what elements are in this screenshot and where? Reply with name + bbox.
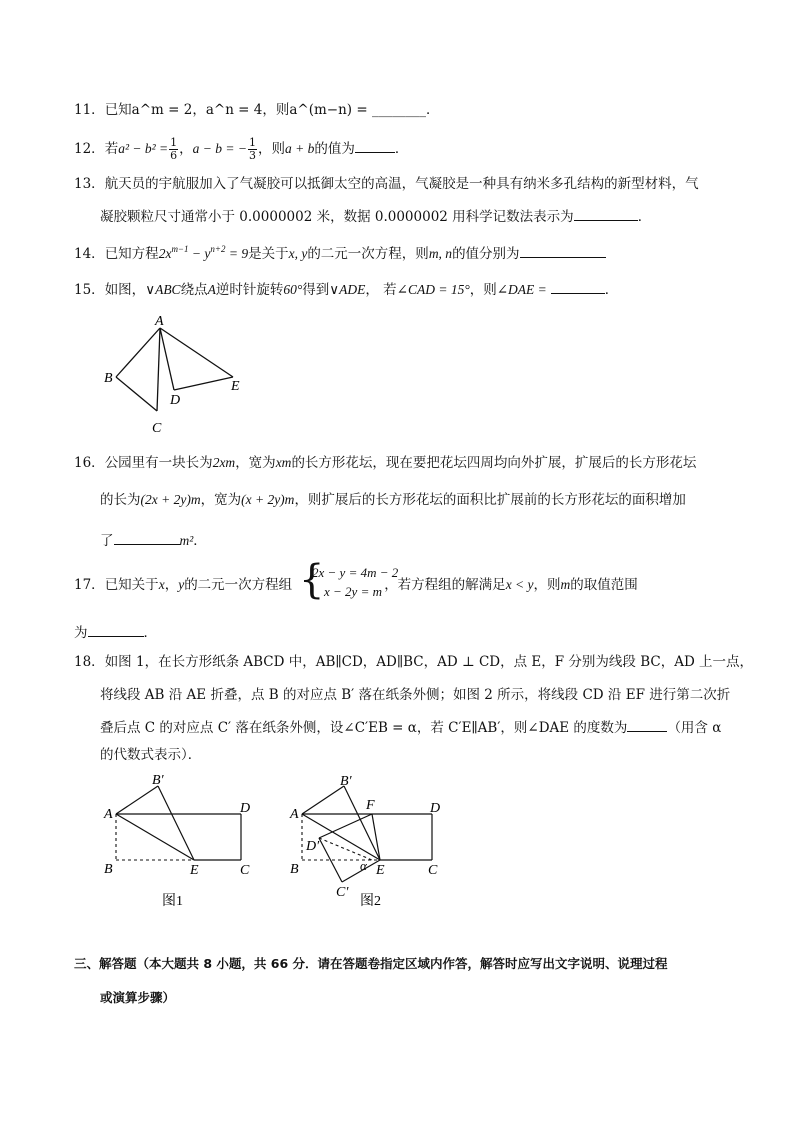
label-D-prime: D′ — [306, 839, 320, 854]
label-A: A — [155, 314, 164, 329]
question-number: 15． — [74, 282, 105, 298]
math-expression: 60° — [283, 282, 303, 297]
exponent: n+2 — [210, 244, 226, 254]
math-expression: x < y — [505, 577, 534, 592]
math-expression: ∨ABC — [145, 282, 181, 297]
math-expression: a² − b² = — [118, 141, 169, 156]
text: ，则 — [257, 141, 285, 157]
section-title: 三、解答题（本大题共 8 小题，共 66 分．请在答题卷指定区域内作答，解答时应写出文字说明、说理过程 — [74, 956, 668, 971]
section-heading — [74, 955, 668, 973]
math-expression: a + b — [284, 141, 315, 156]
question-number: 14． — [74, 246, 105, 262]
text: 的长方形花坛，现在要把花坛四周均向外扩展，扩展后的长方形花坛 — [291, 455, 697, 471]
question-number: 11． — [74, 102, 105, 118]
text: ，则 — [469, 282, 497, 298]
text: ． — [604, 282, 619, 298]
label-C: C — [428, 863, 438, 878]
label-C-prime: C′ — [336, 885, 349, 900]
label-C: C — [240, 863, 250, 878]
text: ，若方程组的解满足 — [384, 577, 506, 593]
math-expression: ∠DAE = — [496, 282, 547, 297]
numerator: 1 — [170, 136, 178, 149]
math-expression: m, n — [428, 246, 453, 261]
question-16-line2 — [100, 491, 686, 509]
question-14 — [74, 243, 606, 263]
figure-2 — [282, 772, 452, 912]
text: 的取值范围 — [570, 577, 638, 593]
question-13 — [74, 175, 699, 193]
question-text: 已知a^m = 2，a^n = 4，则a^(m−n) = ________． — [104, 102, 440, 118]
figure-caption: 图1 — [162, 894, 183, 909]
answer-blank — [574, 206, 638, 221]
label-E: E — [190, 863, 199, 878]
text: 的长为 — [100, 492, 141, 508]
question-17-line2 — [74, 622, 157, 642]
question-number: 13． — [74, 176, 105, 192]
segment-AE — [160, 328, 233, 377]
fraction — [169, 137, 178, 162]
label-B-prime: B′ — [152, 773, 164, 788]
segment-AD — [160, 328, 174, 390]
text: 绕点 — [180, 282, 208, 298]
figure-q15 — [96, 308, 266, 440]
text: 已知方程 — [104, 246, 159, 262]
question-13-line2 — [100, 206, 651, 226]
question-18-line2 — [100, 686, 730, 704]
question-text: 凝胶颗粒尺寸通常小于 0.0000002 米，数据 0.0000002 用科学记数法表示为 — [100, 209, 574, 225]
denominator: 3 — [248, 149, 256, 162]
label-D: D — [170, 393, 181, 408]
answer-blank — [355, 138, 395, 153]
segment-AB-prime — [116, 786, 158, 814]
text: ． — [637, 209, 652, 225]
text: 的二元一次方程组 — [184, 577, 293, 593]
question-number: 16． — [74, 455, 105, 471]
text: 的值分别为 — [452, 246, 520, 262]
text: 如图， — [104, 282, 146, 298]
math-expression: (x + 2y)m — [241, 492, 295, 507]
section-heading-line2 — [100, 989, 175, 1007]
text: 的二元一次方程，则 — [307, 246, 429, 262]
term: 2x — [158, 246, 172, 261]
text: 是关于 — [248, 246, 289, 262]
question-text: 将线段 AB 沿 AE 折叠，点 B 的对应点 B′ 落在纸条外侧；如图 2 所示，将线段 CD 沿 EF 进行第二次折 — [100, 687, 731, 703]
figure-1 — [96, 772, 266, 912]
text: 了 — [100, 533, 114, 549]
answer-blank — [88, 622, 144, 637]
question-12 — [74, 137, 408, 162]
term: = 9 — [225, 246, 249, 261]
label-A: A — [104, 807, 113, 822]
text: ． — [143, 625, 157, 641]
text: 得到 — [302, 282, 330, 298]
label-E: E — [231, 379, 240, 394]
equation-system — [312, 563, 398, 601]
figure-caption: 图2 — [360, 894, 381, 909]
text: 公园里有一块长为 — [104, 455, 213, 471]
math-expression: A — [207, 282, 216, 297]
question-number: 18． — [74, 654, 105, 670]
math-expression: (2x + 2y)m — [140, 492, 201, 507]
question-number: 17． — [74, 577, 105, 593]
denominator: 6 — [170, 149, 178, 162]
math-expression: ∨ADE — [329, 282, 366, 297]
term: − y — [188, 246, 211, 261]
question-16 — [74, 454, 696, 472]
label-B: B — [104, 862, 113, 877]
math-expression: a − b = − — [192, 141, 247, 156]
exponent: m−1 — [171, 244, 189, 254]
math-expression: x — [158, 577, 165, 592]
label-B: B — [290, 862, 299, 877]
math-expression: m — [560, 577, 571, 592]
question-18-line4 — [100, 746, 201, 764]
answer-blank — [551, 279, 605, 294]
answer-blank — [520, 243, 606, 258]
label-B-prime: B′ — [340, 774, 352, 789]
label-alpha: α — [360, 858, 367, 873]
equation-2: x − 2y = m — [324, 584, 382, 599]
question-18 — [74, 653, 753, 671]
dashed-segment-D-prime — [319, 838, 372, 860]
text: 逆时针旋转 — [215, 282, 284, 298]
text: ， 若 — [365, 282, 397, 298]
label-D: D — [430, 801, 441, 816]
label-F: F — [366, 798, 375, 813]
segment-AB-prime — [302, 786, 344, 814]
text: ，则 — [533, 577, 561, 593]
text: 若 — [104, 141, 119, 157]
section-title: 或演算步骤） — [100, 990, 176, 1005]
text: ， — [179, 141, 193, 157]
question-18-line3 — [100, 717, 721, 737]
label-A: A — [290, 807, 299, 822]
question-text: （用含 α — [667, 720, 722, 736]
math-expression: m² — [179, 533, 194, 548]
math-expression — [159, 246, 248, 261]
math-expression: y — [178, 577, 185, 592]
segment-DE — [174, 377, 233, 390]
question-text: 的代数式表示）． — [100, 747, 202, 763]
label-D: D — [240, 801, 251, 816]
label-C: C — [152, 421, 162, 436]
text: ， — [164, 577, 179, 593]
label-B: B — [104, 371, 113, 386]
question-15 — [74, 279, 618, 299]
segment-AB — [116, 328, 160, 377]
text: 的值为 — [314, 141, 355, 157]
math-expression: x, y — [288, 246, 308, 261]
text: ． — [193, 533, 207, 549]
text: ，宽为 — [200, 492, 242, 508]
math-expression: 2xm — [212, 455, 236, 470]
text: ，则扩展后的长方形花坛的面积比扩展前的长方形花坛的面积增加 — [294, 492, 686, 508]
question-text: 叠后点 C 的对应点 C′ 落在纸条外侧，设∠C′EB = α，若 C′E∥AB′，则∠DAE 的度数为 — [100, 720, 628, 736]
text: 为 — [74, 625, 88, 641]
numerator: 1 — [248, 136, 256, 149]
question-text: 航天员的宇航服加入了气凝胶可以抵御太空的高温，气凝胶是一种具有纳米多孔结构的新型材料，气 — [104, 176, 699, 192]
label-E: E — [376, 863, 385, 878]
equation-1: 2x − y = 4m − 2 — [312, 565, 399, 580]
text: 已知关于 — [104, 577, 159, 593]
question-16-line3 — [100, 530, 207, 550]
text: ，宽为 — [235, 455, 276, 471]
text: ． — [394, 141, 409, 157]
fraction — [248, 137, 257, 162]
question-11 — [74, 101, 439, 119]
segment-AC — [157, 328, 160, 411]
math-expression: ∠CAD = 15° — [396, 282, 470, 297]
brace-symbol: { — [299, 557, 325, 603]
segment-BC — [116, 377, 157, 411]
math-expression: xm — [275, 455, 292, 470]
question-text: 如图 1，在长方形纸条 ABCD 中，AB∥CD，AD∥BC，AD ⊥ CD，点 E，F 分别为线段 BC，AD 上一点， — [104, 654, 754, 670]
answer-blank — [114, 530, 180, 545]
answer-blank — [627, 717, 667, 732]
question-number: 12． — [74, 141, 105, 157]
